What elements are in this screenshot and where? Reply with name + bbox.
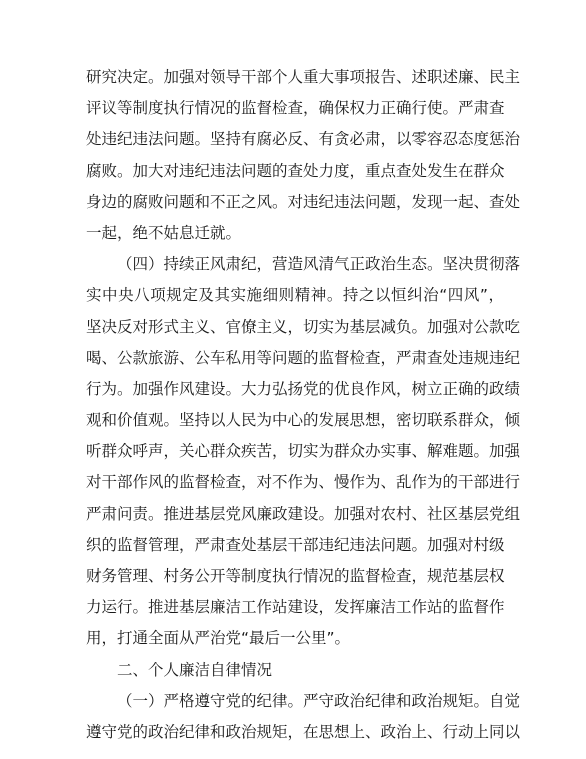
text-line: 处违纪违法问题。坚持有腐必反、有贪必肃，以零容忍态度惩治	[86, 130, 521, 149]
text-line: 身边的腐败问题和不正之风。对违纪违法问题，发现一起、查处	[86, 192, 521, 211]
text-line: 严肃问责。推进基层党风廉政建设。加强对农村、社区基层党组	[86, 504, 521, 523]
text-line: 财务管理、村务公开等制度执行情况的监督检查，规范基层权	[86, 567, 505, 585]
text-line: 观和价值观。坚持以人民为中心的发展思想，密切联系群众，倾	[86, 411, 521, 430]
text-line: 喝、公款旅游、公车私用等问题的监督检查，严肃查处违规违纪	[86, 348, 521, 367]
text-line: 织的监督管理，严肃查处基层干部违纪违法问题。加强对村级	[86, 535, 505, 554]
text-line: 听群众呼声，关心群众疾苦，切实为群众办实事、解难题。加强	[86, 442, 521, 461]
subsection-heading-1: （一）严格遵守党的纪律。严守政治纪律和政治规矩。自觉	[117, 691, 521, 710]
text-line: 评议等制度执行情况的监督检查，确保权力正确行使。严肃查	[86, 99, 505, 118]
text-line: 遵守党的政治纪律和政治规矩，在思想上、政治上、行动上同以	[86, 722, 521, 741]
text-line: 实中央八项规定及其实施细则精神。持之以恒纠治“四风”，	[86, 286, 504, 305]
text-line: 腐败。加大对违纪违法问题的查处力度，重点查处发生在群众	[86, 161, 505, 180]
text-line: 力运行。推进基层廉洁工作站建设，发挥廉洁工作站的监督作	[86, 598, 505, 617]
section-heading-2: 二、个人廉洁自律情况	[117, 660, 273, 679]
text-line: 行为。加强作风建设。大力弘扬党的优良作风，树立正确的政绩	[86, 379, 521, 398]
section-heading-4: （四）持续正风肃纪，营造风清气正政治生态。坚决贯彻落	[117, 255, 521, 274]
text-line: 坚决反对形式主义、官僚主义，切实为基层减负。加强对公款吃	[86, 317, 521, 336]
text-line: 对干部作风的监督检查，对不作为、慢作为、乱作为的干部进行	[86, 473, 521, 492]
text-line: 一起，绝不姑息迁就。	[86, 223, 242, 242]
text-line: 用，打通全面从严治党“最后一公里”。	[86, 629, 351, 648]
body-text	[86, 62, 521, 748]
text-line: 研究决定。加强对领导干部个人重大事项报告、述职述廉、民主	[86, 68, 521, 86]
